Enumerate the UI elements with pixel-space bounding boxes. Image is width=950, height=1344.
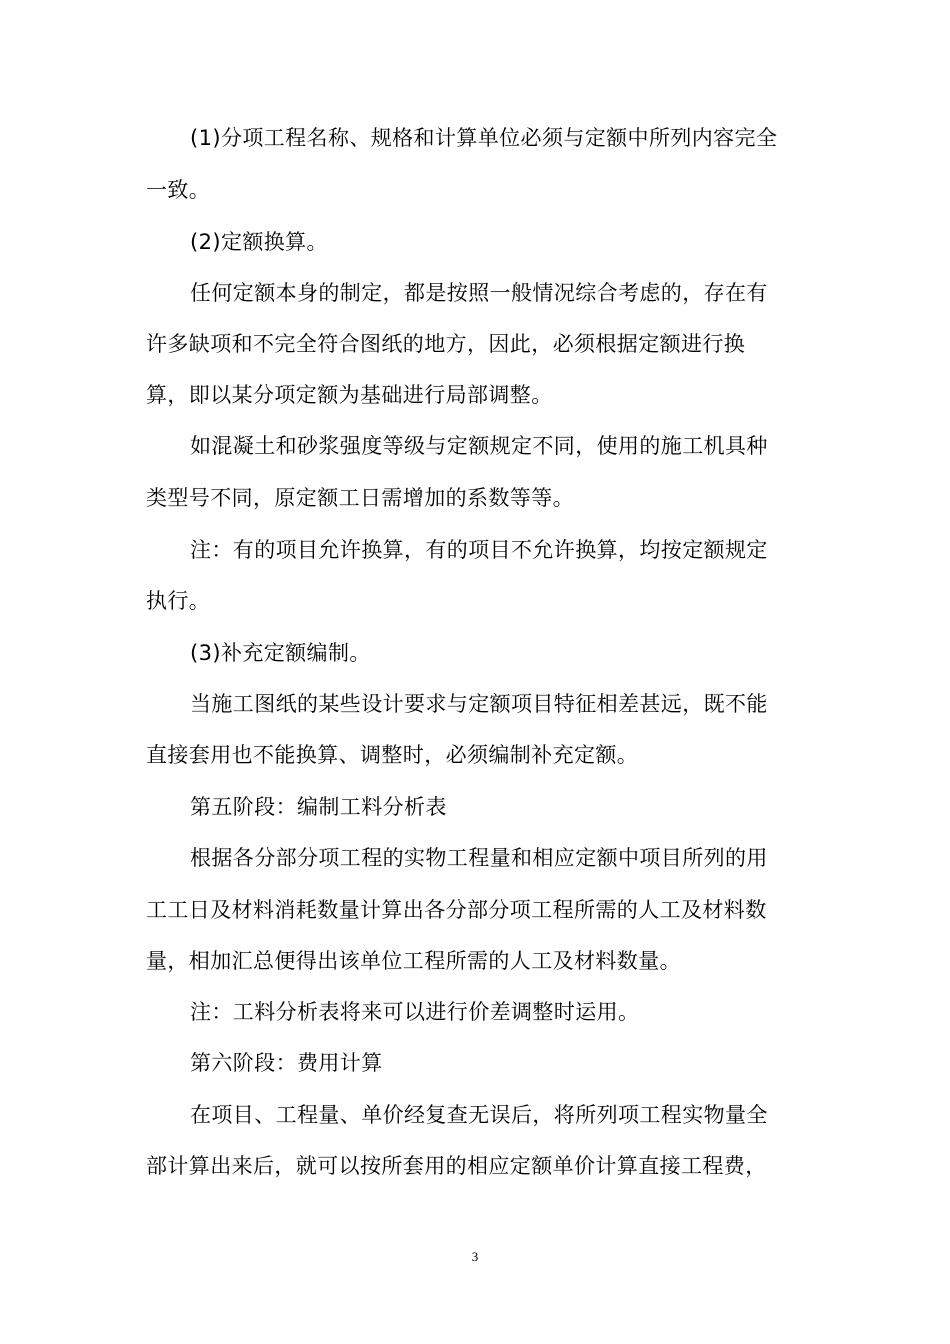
text-line: (1)分项工程名称、规格和计算单位必须与定额中所列内容完全 [190,126,778,150]
page-number: 3 [471,1249,479,1264]
text-line: 算，即以某分项定额为基础进行局部调整。 [146,383,553,407]
text-line: 注：工料分析表将来可以进行价差调整时运用。 [190,1000,640,1024]
text-line: 在项目、工程量、单价经复查无误后，将所列项工程实物量全 [190,1103,768,1127]
text-line: 注：有的项目允许换算，有的项目不允许换算，均按定额规定 [190,538,768,562]
text-line: 根据各分部分项工程的实物工程量和相应定额中项目所列的用 [190,846,768,870]
text-line: 量，相加汇总便得出该单位工程所需的人工及材料数量。 [146,949,681,973]
text-line: 执行。 [146,589,211,613]
text-line: 当施工图纸的某些设计要求与定额项目特征相差甚远，既不能 [190,692,768,716]
text-line: 如混凝土和砂浆强度等级与定额规定不同，使用的施工机具种 [190,434,768,458]
section-heading: 第五阶段：编制工料分析表 [190,795,447,819]
text-line: 任何定额本身的制定，都是按照一般情况综合考虑的，存在有 [190,281,768,305]
text-line: (2)定额换算。 [190,230,328,254]
text-line: 工工日及材料消耗数量计算出各分部分项工程所需的人工及材料数 [146,898,767,922]
section-heading: 第六阶段：费用计算 [190,1051,383,1075]
text-line: 部计算出来后，就可以按所套用的相应定额单价计算直接工程费， [146,1154,767,1178]
text-line: 类型号不同，原定额工日需增加的系数等等。 [146,486,574,510]
text-line: (3)补充定额编制。 [190,641,371,665]
text-line: 直接套用也不能换算、调整时，必须编制补充定额。 [146,743,639,767]
text-line: 一致。 [146,178,211,202]
text-line: 许多缺项和不完全符合图纸的地方，因此，必须根据定额进行换 [146,332,746,356]
